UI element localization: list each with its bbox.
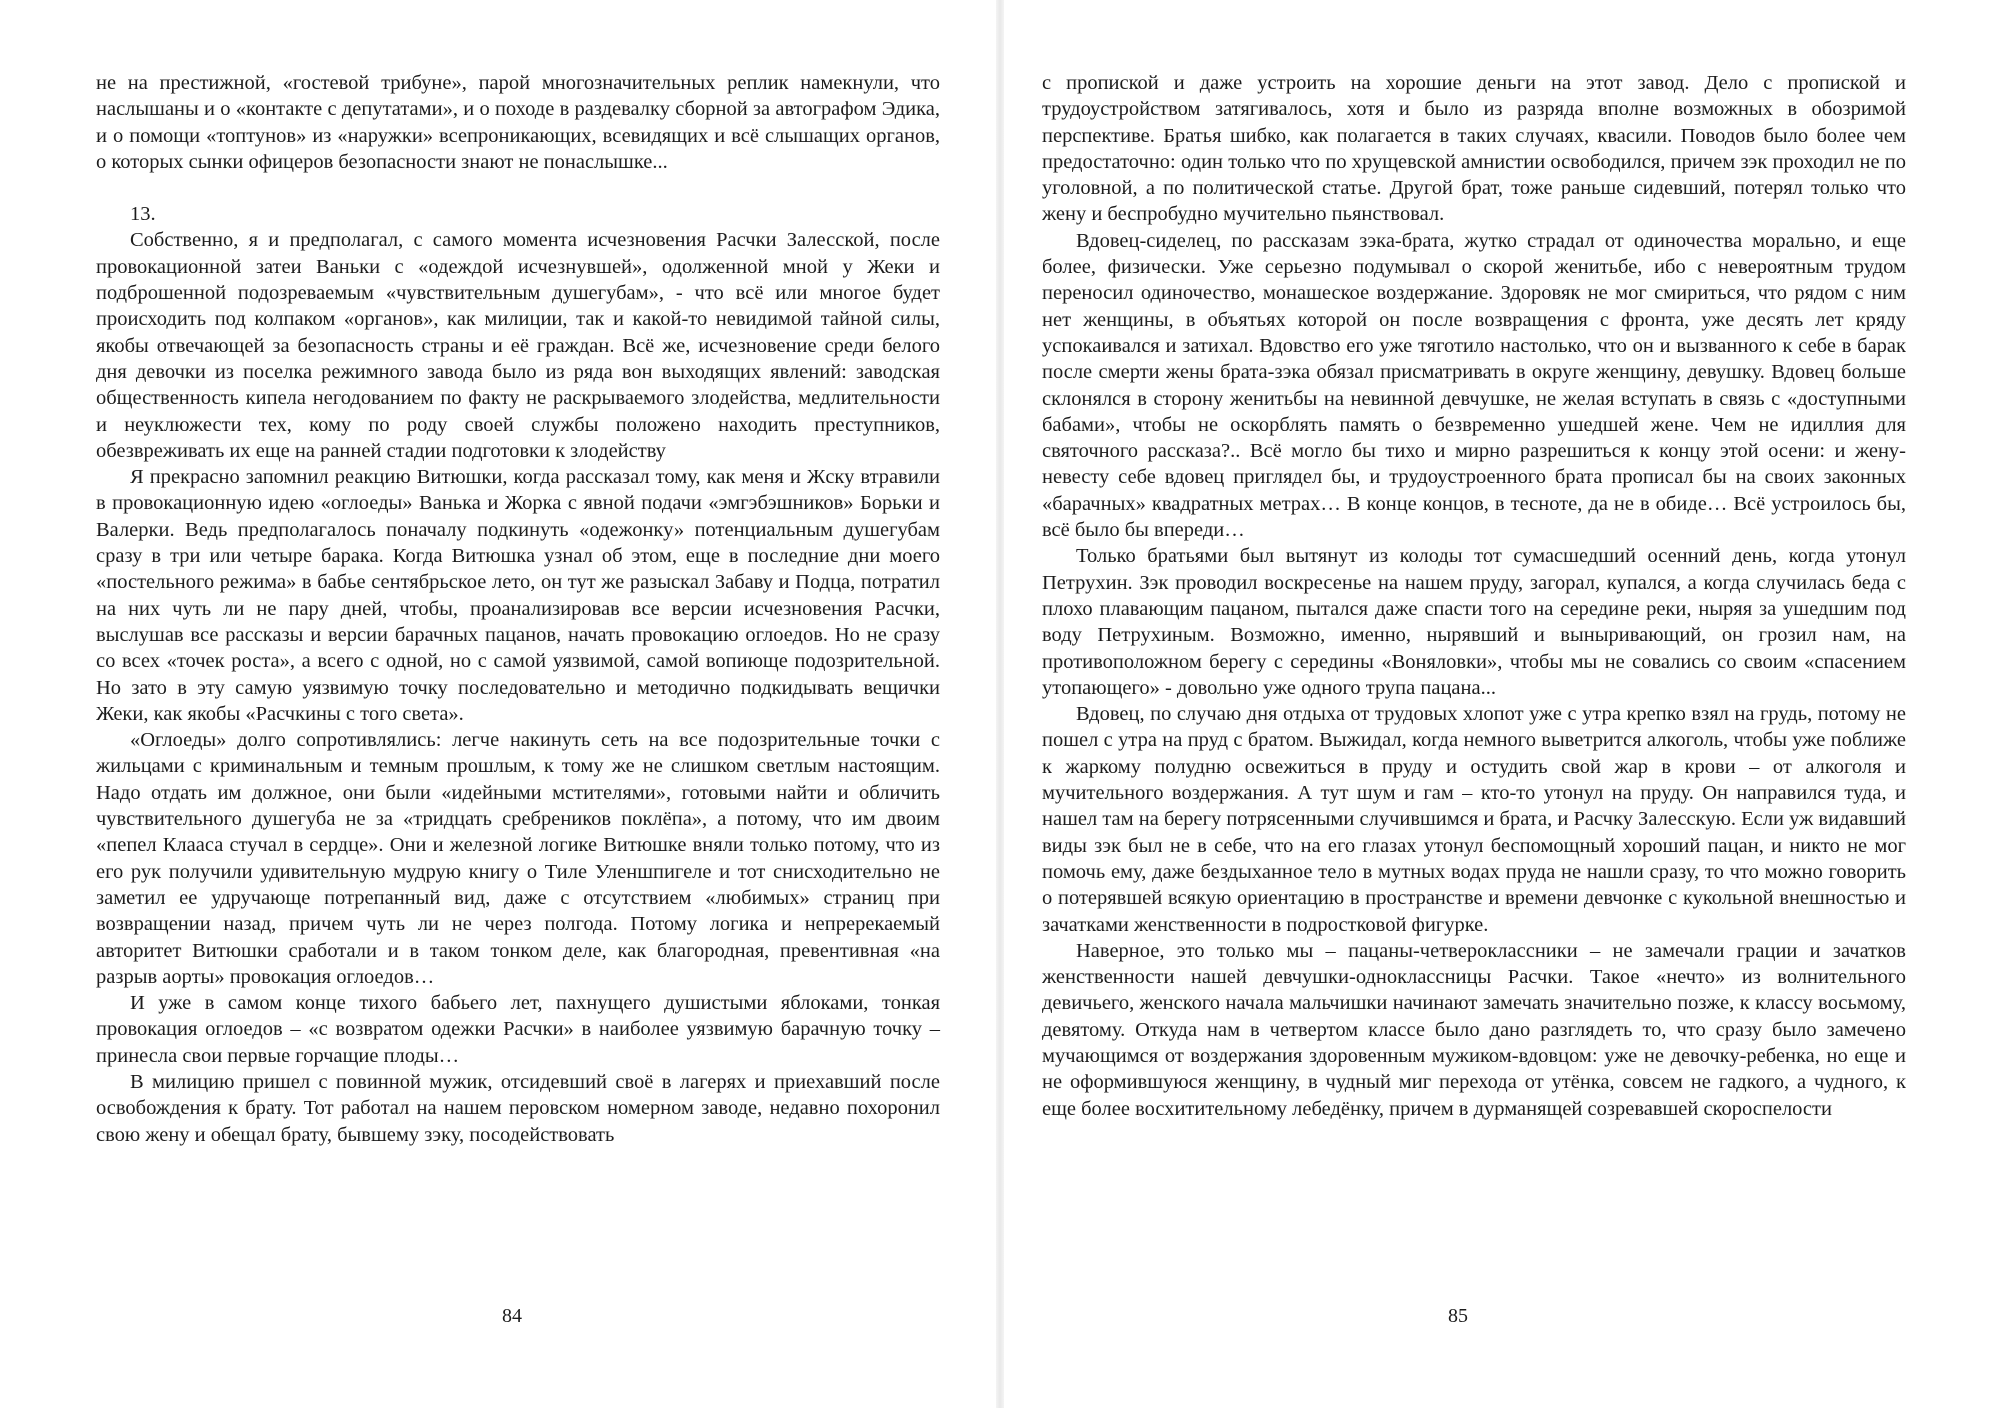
paragraph: с пропиской и даже устроить на хорошие деньги на этот завод. Дело с пропиской и трудоустройством затягивалось, хотя и было из разряда вполне возможных в обозримой перспективе. Братья шибко, как полагается в таких случаях, квасили. Поводов было более чем предостаточно: один только что по хрущевской амнистии освободился, причем зэк проходил не по уголовной, а по политической статье. Другой брат, тоже раньше сидевший, потерял только что жену и беспробудно мучительно пьянствовал. xyxy=(1042,72,1906,226)
paragraph: не на престижной, «гостевой трибуне», парой многозначительных реплик намекнули, что наслышаны и о «контакте с депутатами», и о походе в раздевалку сборной за автографом Эдика, и о помощи «топтунов» из «наружки» всепроникающих, всевидящих и всё слышащих органов, о которых сынки офицеров безопасности знают не понаслышке... xyxy=(96,72,940,173)
paragraph: Я прекрасно запомнил реакцию Витюшки, когда рассказал тому, как меня и Жску втравили в провокационную идею «оглоеды» Ванька и Жорка с явной подачи «эмгэбэшников» Борьки и Валерки. Ведь предполагалось поначалу подкинуть «одежонку» потенциальным душегубам сразу в три или четыре барака. Когда Витюшка узнал об этом, еще в последние дни моего «постельного режима» в бабье сентябрьское лето, он тут же разыскал Забаву и Подца, потратил на них чуть ли не пару дней, чтобы, проанализировав все версии исчезновения Расчки, выслушав все рассказы и версии барачных пацанов, начать провокацию оглоедов. Но не сразу со всех «точек роста», а всего с одной, но с самой уязвимой, самой вопиюще подозрительной. Но зато в эту самую уязвимую точку последовательно и методично подкидывать вещички Жеки, как якобы «Расчкины с того света». xyxy=(96,466,940,725)
paragraph: В милицию пришел с повинной мужик, отсидевший своё в лагерях и приехавший после освобождения к брату. Тот работал на нашем перовском номерном заводе, недавно похоронил свою жену и обещал брату, бывшему зэку, посодействовать xyxy=(96,1070,940,1146)
paragraph: Наверное, это только мы – пацаны-четвероклассники – не замечали грации и зачатков женственности нашей девчушки-одноклассницы Расчки. Такое «нечто» из волнительного девичьего, женского начала мальчишки начинают замечать значительно позже, к классу восьмому, девятому. Откуда нам в четвертом классе было дано разглядеть то, что сразу было замечено мучающимся от воздержания здоровенным мужиком-вдовцом: уже не девочку-ребенка, но еще и не оформившуюся женщину, в чудный миг перехода от утёнка, совсем не гадкого, а чудного, к еще более восхитительному лебедёнку, причем в дурманящей созревавшей скороспелости xyxy=(1042,939,1906,1120)
book-gutter xyxy=(996,0,1004,1408)
paragraph: Собственно, я и предполагал, с самого момента исчезновения Расчки Залесской, после провокационной затеи Ваньки с «одеждой исчезнувшей», одолженной мной у Жеки и подброшенной подозреваемым «чувствительным душегубам», - что всё или многое будет происходить под колпаком «органов», как милиции, так и какой-то невидимой тайной силы, якобы отвечающей за безопасность страны и её граждан. Всё же, исчезновение среди белого дня девочки из поселка режимного завода было из ряда вон выходящих явлений: заводская общественность кипела негодованием по факту не раскрываемого злодейства, медлительности и неуклюжести тех, кому по роду своей службы положено находить преступников, обезвреживать их еще на ранней стадии подготовки к злодейству xyxy=(96,229,940,462)
paragraph: «Оглоеды» долго сопротивлялись: легче накинуть сеть на все подозрительные точки с жильцами с криминальным и темным прошлым, к тому же не слишком светлым настоящим. Надо отдать им должное, они были «идейными мстителями», готовыми найти и обличить чувствительного душегуба не за «тридцать сребреников поклёпа», а потому, что им двоим «пепел Клааса стучал в сердце». Они и железной логике Витюшке вняли только потому, что из его рук получили удивительную мудрую книгу о Тиле Уленшпигеле и тот снисходительно не заметил ее удручающе потрепанный вид, даже с отсутствием «любимых» страниц при возвращении назад, причем чуть ли не через полгода. Потому логика и непререкаемый авторитет Витюшки сработали и в таком тонком деле, как благородная, превентивная «на разрыв аорты» провокация оглоедов… xyxy=(96,729,940,988)
right-page xyxy=(1042,70,1906,1122)
page-number-right: 85 xyxy=(1448,1305,1468,1327)
paragraph: Вдовец, по случаю дня отдыха от трудовых хлопот уже с утра крепко взял на грудь, потому не пошел с утра на пруд с братом. Выжидал, когда немного выветрится алкоголь, чтобы уже поближе к жаркому полудню освежиться в пруду и остудить свой жар в крови – от алкоголя и мучительного воздержания. А тут шум и гам – кто-то утонул на пруду. Он направился туда, и нашел там на берегу потрясенными случившимся и брата, и Расчку Залесскую. Если уж видавший виды зэк был не в себе, что на его глазах утонул беспомощный хороший пацан, и никто не мог помочь ему, даже бездыханное тело в мутных водах пруда не нашли сразу, то что можно говорить о потерявшей всякую ориентацию в пространстве и времени девчонке с кукольной внешностью и зачатками женственности в подростковой фигурке. xyxy=(1042,703,1906,936)
paragraph: И уже в самом конце тихого бабьего лет, пахнущего душистыми яблоками, тонкая провокация оглоедов – «с возвратом одежки Расчки» в наиболее уязвимую барачную точку – принесла свои первые горчащие плоды… xyxy=(96,992,940,1067)
paragraph: Только братьями был вытянут из колоды тот сумасшедший осенний день, когда утонул Петрухин. Зэк проводил воскресенье на нашем пруду, загорал, купался, а когда случилась беда с плохо плавающим пацаном, пытался даже спасти того на середине реки, ныряя за ушедшим под воду Петрухиным. Возможно, именно, нырявший и выныривающий, он грозил нам, на противоположном берегу с середины «Воняловки», чтобы мы не совались со своим «спасением утопающего» - довольно уже одного трупа пацана... xyxy=(1042,545,1906,699)
left-page xyxy=(96,70,940,1148)
section-number: 13. xyxy=(130,203,156,226)
page-number-left: 84 xyxy=(502,1305,522,1327)
paragraph: Вдовец-сиделец, по рассказам зэка-брата, жутко страдал от одиночества морально, и еще более, физически. Уже серьезно подумывал о скорой женитьбе, ибо с невероятным трудом переносил одиночество, монашеское воздержание. Здоровяк не мог смириться, что рядом с ним нет женщины, в объятьях которой он после возвращения с фронта, уже десять лет кряду успокаивался и затихал. Вдовство его уже тяготило настолько, что он и вызванного к себе в барак после смерти жены брата-зэка обязал присматривать в округе женщину, девушку. Вдовец больше склонялся в сторону женитьбы на невинной девчушке, не желая вступать в связь с «доступными бабами», чтобы не оскорблять память о безвременно ушедшей жене. Чем не идиллия для святочного рассказа?.. Всё могло бы тихо и мирно разрешиться к концу этой осени: и жену-невесту себе вдовец приглядел бы, и трудоустроенного брата прописал бы на своих законных «барачных» квадратных метрах… В конце концов, в тесноте, да не в обиде… Всё устроилось бы, всё было бы впереди… xyxy=(1042,229,1906,542)
